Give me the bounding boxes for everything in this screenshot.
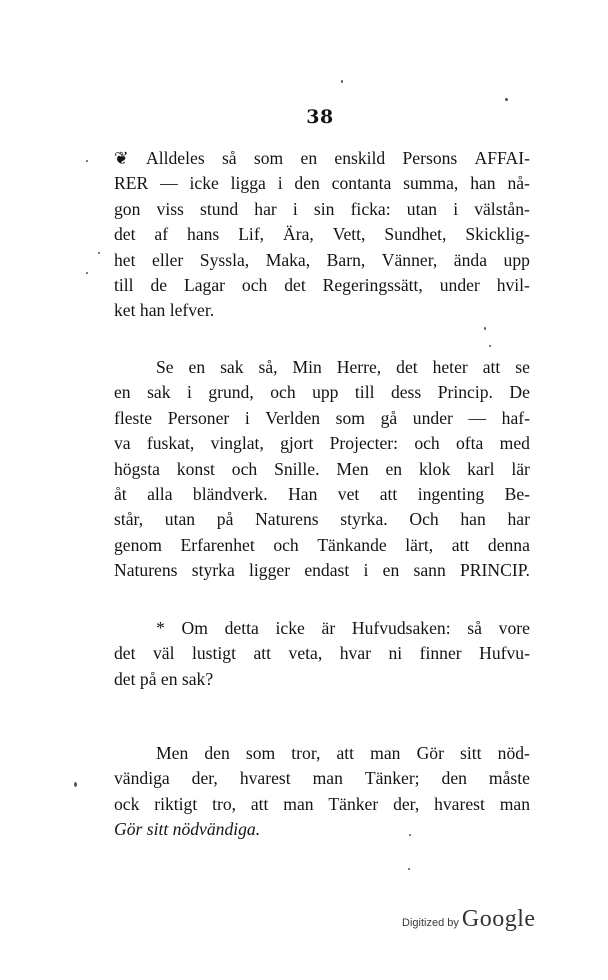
word: — (468, 407, 487, 428)
word: en (188, 357, 206, 377)
text-line (114, 741, 530, 766)
word: välstån- (474, 198, 530, 219)
word: lärt, (405, 534, 434, 555)
word: Alldeles (146, 148, 205, 168)
word: Syssla, (199, 249, 250, 270)
word: konst (176, 458, 215, 479)
word: som (253, 148, 284, 168)
paragraph-1 (114, 146, 530, 324)
word: PRINCIP. (460, 560, 530, 581)
word: Erfarenhet (180, 534, 255, 555)
scan-speck (341, 80, 343, 83)
word: lär (511, 458, 530, 479)
word: sak (147, 382, 171, 403)
word: den (441, 768, 467, 789)
word: endast (304, 560, 350, 581)
word: så (467, 618, 482, 638)
word: Lif, (238, 224, 265, 245)
word: icke (275, 618, 305, 638)
word: der, (191, 768, 218, 789)
text-line (114, 457, 530, 482)
scan-speck (505, 98, 508, 101)
word: RER (114, 173, 149, 194)
word: under (439, 274, 480, 295)
word: hvil- (496, 274, 530, 295)
word: Princip. (437, 382, 493, 403)
word: man (370, 743, 401, 763)
word: veta, (288, 643, 323, 664)
digitized-label: Digitized by (402, 917, 459, 929)
word: ligger (249, 560, 291, 581)
word: att (253, 643, 272, 664)
word: enskild (334, 148, 386, 168)
word: grund, (208, 382, 254, 403)
word: vet (337, 483, 360, 504)
word: Maka, (265, 249, 311, 270)
word: man (312, 768, 343, 789)
word: * (156, 618, 165, 638)
word: Tänker (328, 793, 379, 814)
word: Tänkande (317, 534, 387, 555)
text-line (114, 406, 530, 431)
word: hvar (339, 643, 371, 664)
word: lustigt (191, 643, 236, 664)
word: så, (258, 357, 278, 377)
word: och (231, 458, 258, 479)
word: gjort (280, 433, 314, 454)
word: Han (288, 483, 318, 504)
text-line (114, 482, 530, 507)
word: ❦ (114, 148, 129, 168)
word: tror, (291, 743, 321, 763)
word: det (114, 224, 136, 245)
word: Be- (504, 483, 530, 504)
word: man (283, 793, 314, 814)
word: den (294, 173, 320, 194)
text-line: det på en sak? (114, 668, 214, 689)
word: — (160, 173, 178, 194)
word: att (451, 534, 470, 555)
word: styrka (191, 560, 235, 581)
text-line (114, 533, 530, 558)
scan-speck (86, 272, 88, 274)
word: i (453, 198, 459, 219)
text-line (114, 355, 530, 380)
word: med (499, 433, 530, 454)
word: af (154, 224, 169, 245)
word: Tänker; (364, 768, 420, 789)
paragraph-2 (114, 355, 530, 584)
word: contanta (331, 173, 392, 194)
word: Verlden (265, 407, 321, 428)
word: en (382, 560, 400, 581)
word: de (150, 274, 168, 295)
word: eller (152, 249, 184, 270)
text-line (114, 641, 530, 666)
text-line (114, 792, 530, 817)
text-line (114, 273, 530, 298)
word: ligga (230, 173, 266, 194)
word: De (509, 382, 530, 403)
word: gå (380, 407, 398, 428)
word: och (241, 274, 268, 295)
google-logo: Google (461, 906, 536, 932)
word: på (216, 509, 234, 530)
word: väl (152, 643, 175, 664)
word: Vänner, (381, 249, 438, 270)
word: vinglat, (210, 433, 264, 454)
text-line (114, 766, 530, 791)
word: tro, (212, 793, 237, 814)
word: het (114, 249, 136, 270)
word: står, (114, 509, 144, 530)
word: en (300, 148, 318, 168)
word: som (245, 743, 276, 763)
text-line (114, 616, 530, 641)
scan-speck (86, 160, 88, 162)
word: Se (156, 357, 174, 377)
word: summa, (403, 173, 459, 194)
word: nå- (507, 173, 530, 194)
word: en (385, 458, 403, 479)
word: fleste (114, 407, 153, 428)
word: högsta (114, 458, 160, 479)
word: viss (156, 198, 184, 219)
word: Gör (416, 743, 444, 763)
word: styrka. (340, 509, 388, 530)
word: som (335, 407, 365, 428)
word: han (460, 509, 486, 530)
word: hvarest (434, 793, 485, 814)
word: hans (187, 224, 220, 245)
word: Persons (402, 148, 458, 168)
word: alla (147, 483, 173, 504)
paragraph-3 (114, 616, 530, 692)
word: ofta (456, 433, 484, 454)
word: Sundhet, (384, 224, 447, 245)
word: Och (409, 509, 439, 530)
word: se (515, 357, 530, 377)
word: Snille. (274, 458, 320, 479)
word: han (470, 173, 496, 194)
word: va (114, 433, 131, 454)
word: i (244, 407, 250, 428)
word: nöd- (497, 743, 530, 763)
text-line (114, 146, 530, 171)
word: Herre, (336, 357, 382, 377)
word: ingenting (417, 483, 485, 504)
word: Naturens (114, 560, 178, 581)
word: i (277, 173, 283, 194)
word: heter (432, 357, 468, 377)
scan-speck (489, 345, 491, 347)
word: så (221, 148, 237, 168)
word: man (499, 793, 530, 814)
word: och (270, 382, 296, 403)
word: åt (114, 483, 127, 504)
word: en (114, 382, 131, 403)
scan-speck (484, 327, 486, 330)
text-line: Gör sitt nödvändiga. (114, 819, 261, 840)
word: vändiga (114, 768, 170, 789)
word: Barn, (326, 249, 366, 270)
word: bländverk. (192, 483, 268, 504)
digitized-watermark (402, 906, 536, 933)
word: Om (181, 618, 208, 638)
word: karl (467, 458, 495, 479)
word: Regeringssätt, (322, 274, 423, 295)
word: ficka: (350, 198, 391, 219)
text-line (114, 507, 530, 532)
text-line (114, 171, 530, 196)
word: sin (313, 198, 335, 219)
word: Min (292, 357, 322, 377)
word: stund (200, 198, 239, 219)
word: detta (224, 618, 259, 638)
word: Personer (167, 407, 230, 428)
word: den (204, 743, 230, 763)
scan-speck (98, 252, 100, 254)
word: klok (418, 458, 451, 479)
word: det (114, 643, 136, 664)
word: AFFAI- (474, 148, 530, 168)
word: och (414, 433, 440, 454)
word: i (292, 198, 298, 219)
word: hvarest (239, 768, 291, 789)
word: ända (453, 249, 488, 270)
word: finner (419, 643, 462, 664)
word: sann (413, 560, 446, 581)
text-line (114, 248, 530, 273)
word: måste (488, 768, 530, 789)
scan-speck (408, 868, 410, 870)
word: Skicklig- (465, 224, 530, 245)
text-line: ket han lefver. (114, 300, 215, 321)
word: att (482, 357, 501, 377)
word: i (363, 560, 369, 581)
scan-speck (74, 782, 77, 787)
word: sitt (460, 743, 482, 763)
text-line (114, 380, 530, 405)
word: till (354, 382, 375, 403)
word: gon (114, 198, 141, 219)
word: ni (388, 643, 403, 664)
text-line (114, 431, 530, 456)
word: denna (487, 534, 530, 555)
word: Men (156, 743, 189, 763)
word: riktigt (154, 793, 198, 814)
word: fuskat, (146, 433, 195, 454)
word: der, (393, 793, 420, 814)
word: är (321, 618, 336, 638)
word: att (250, 793, 269, 814)
word: Naturens (255, 509, 319, 530)
word: det (284, 274, 306, 295)
word: Men (336, 458, 369, 479)
word: utan (164, 509, 196, 530)
word: att (379, 483, 398, 504)
word: dess (390, 382, 422, 403)
scan-speck (409, 834, 411, 836)
text-line (114, 558, 530, 583)
word: Vett, (332, 224, 366, 245)
word: till (114, 274, 134, 295)
word: Hufvu- (479, 643, 530, 664)
word: det (396, 357, 418, 377)
word: upp (503, 249, 530, 270)
word: att (336, 743, 355, 763)
word: haf- (501, 407, 530, 428)
word: Ära, (283, 224, 314, 245)
word: har (507, 509, 530, 530)
word: sak (220, 357, 244, 377)
word: icke (189, 173, 219, 194)
paragraph-4 (114, 741, 530, 843)
text-line (114, 222, 530, 247)
word: ock (114, 793, 140, 814)
word: Hufvudsaken: (351, 618, 451, 638)
word: utan (406, 198, 438, 219)
word: har (254, 198, 277, 219)
word: upp (312, 382, 339, 403)
word: vore (498, 618, 530, 638)
word: och (273, 534, 299, 555)
word: Lagar (183, 274, 226, 295)
page-number: 38 (306, 106, 334, 128)
word: i (186, 382, 192, 403)
word: under (412, 407, 453, 428)
word: genom (114, 534, 162, 555)
word: Projecter: (329, 433, 399, 454)
text-line (114, 197, 530, 222)
